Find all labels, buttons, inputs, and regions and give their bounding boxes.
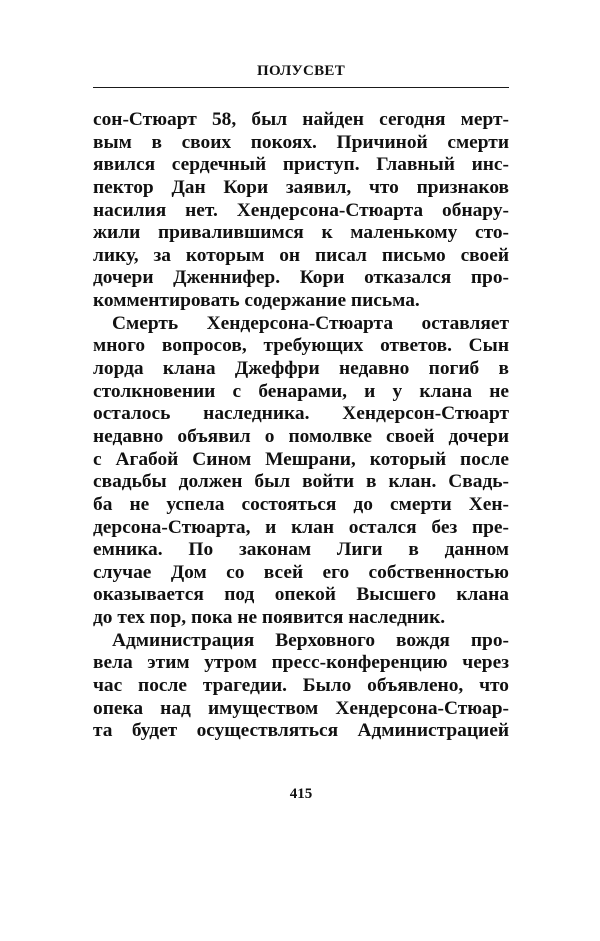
text-line: дерсона-Стюарта, и клан остался без пре-: [93, 516, 509, 538]
text-line: до тех пор, пока не появится наследник.: [93, 607, 446, 629]
text-line: сон-Стюарт 58, был найден сегодня мерт-: [93, 109, 509, 130]
text-line: жили привалившимся к маленькому сто-: [93, 222, 509, 244]
text-line: недавно объявил о помолвке своей дочери: [93, 425, 509, 447]
text-line: лорда клана Джеффри недавно погиб в: [93, 358, 509, 380]
text-line: час после трагедии. Было объявлено, что: [93, 675, 509, 697]
text-line: дочери Дженнифер. Кори отказался про-: [93, 267, 509, 289]
text-line: комментировать содержание письма.: [93, 290, 420, 312]
header-rule: [93, 87, 509, 88]
paragraph-2: [93, 313, 509, 630]
text-line: столкновении с бенарами, и у клана не: [93, 380, 509, 402]
text-line: вым в своих покоях. Причиной смерти: [93, 131, 509, 153]
text-line: Смерть Хендерсона-Стюарта оставляет: [112, 312, 509, 334]
text-line: свадьбы должен был войти в клан. Свадь-: [93, 471, 509, 493]
paragraph-1: [93, 109, 509, 313]
text-line: явился сердечный приступ. Главный инс-: [93, 154, 509, 176]
text-line: вела этим утром пресс-конференцию через: [93, 652, 509, 674]
text-line: оказывается под опекой Высшего клана: [93, 584, 509, 606]
text-line: опека над имуществом Хендерсона-Стюар-: [93, 697, 509, 719]
body-text: [93, 109, 509, 743]
running-head: ПОЛУСВЕТ: [256, 63, 346, 79]
text-line: с Агабой Сином Мешрани, который после: [93, 448, 509, 470]
text-line: Администрация Верховного вождя про-: [112, 629, 509, 651]
text-line: та будет осуществляться Администрацией: [93, 720, 509, 742]
book-page: [93, 0, 509, 941]
text-line: насилия нет. Хендерсона-Стюарта обнару-: [93, 199, 509, 221]
text-line: случае Дом со всей его собственностью: [93, 561, 509, 583]
paragraph-3: [93, 630, 509, 743]
page-number: 415: [289, 786, 313, 802]
text-line: ба не успела состояться до смерти Хен-: [93, 493, 509, 515]
text-line: пектор Дан Кори заявил, что признаков: [93, 176, 509, 198]
text-line: емника. По законам Лиги в данном: [93, 539, 509, 561]
text-line: осталось наследника. Хендерсон-Стюарт: [93, 403, 509, 425]
text-line: лику, за которым он писал письмо своей: [93, 244, 509, 266]
text-line: много вопросов, требующих ответов. Сын: [93, 335, 509, 357]
